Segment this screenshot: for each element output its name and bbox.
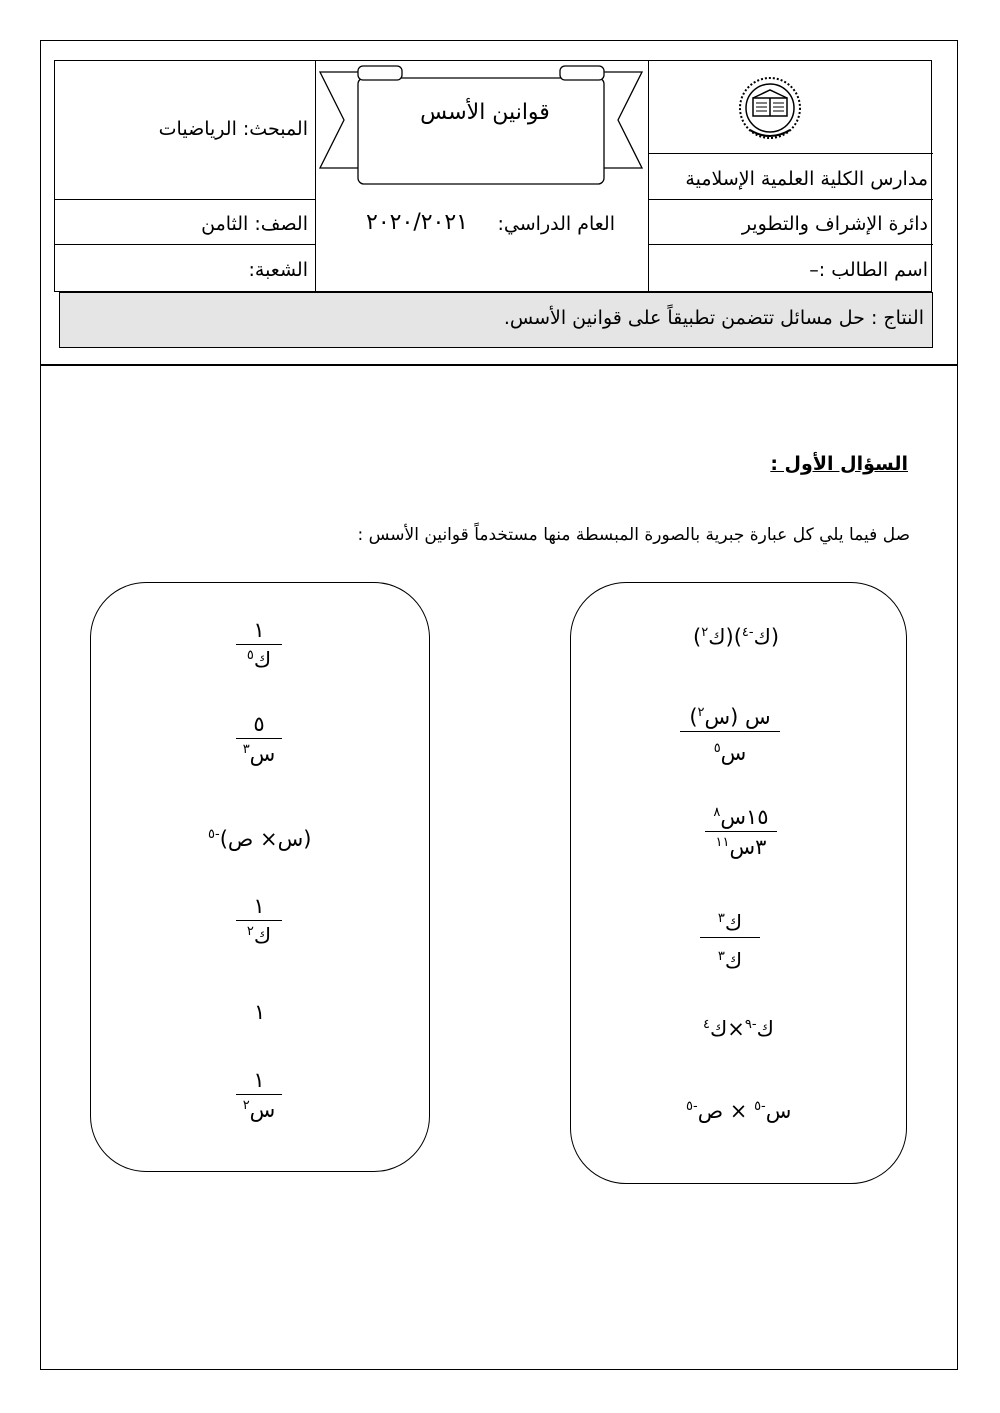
title-banner (318, 64, 644, 190)
expressions-box (570, 582, 907, 1184)
answer-1-over-k5[interactable]: ١ ك$^٥$ (236, 620, 282, 671)
student-name-label: اسم الطالب :– (809, 259, 928, 281)
learning-outcome-text: النتاج : حل مسائل تتضمن تطبيقاً على قوانين الأسس. (503, 307, 924, 329)
worksheet-title: قوانين الأسس (420, 100, 550, 125)
answer-one[interactable]: ١ (254, 1000, 266, 1024)
grade-label: الصف: الثامن (201, 213, 308, 235)
expr-k-neg9-times-k4[interactable]: ك$^{-٩}$×ك$^٤$ (703, 1017, 774, 1041)
section-label: الشعبة: (248, 259, 308, 281)
answer-1-over-k2[interactable]: ١ ك$^٢$ (236, 896, 282, 947)
year-label: العام الدراسي: (497, 213, 615, 235)
department-label: دائرة الإشراف والتطوير (741, 213, 928, 235)
answer-5-over-s3[interactable]: ٥ س$^٣$ (236, 714, 282, 765)
question-title: السؤال الأول : (770, 453, 908, 475)
section-divider (40, 364, 958, 366)
expr-s-neg5-times-y-neg5[interactable]: س$^{-٥}$ × ص$^{-٥}$ (686, 1099, 792, 1123)
expr-k3-over-k3[interactable]: ك$^٣$ ك$^٣$ (700, 912, 760, 972)
answer-s-times-y-neg5[interactable]: (س× ص)$^{-٥}$ (208, 827, 312, 851)
answer-1-over-s2[interactable]: ١ س$^٢$ (236, 1070, 282, 1121)
expr-15s8-over-3s11[interactable]: ١٥س$^٨$ ٣س$^{١١}$ (705, 806, 777, 858)
expr-k-power-product[interactable]: (ك$^{-٤}$)(ك$^٢$) (693, 625, 780, 649)
year-value: ٢٠٢٠/٢٠٢١ (366, 210, 468, 235)
expr-s-times-s2-over-s5[interactable]: س (س$^٢$) س$^٥$ (680, 706, 780, 764)
school-logo-icon (735, 70, 805, 150)
learning-outcome (59, 292, 933, 348)
school-name: مدارس الكلية العلمية الإسلامية (685, 168, 928, 190)
subject-label: المبحث: الرياضيات (158, 118, 308, 140)
question-instruction: صل فيما يلي كل عبارة جبرية بالصورة المبسطة منها مستخدماً قوانين الأسس : (357, 525, 910, 545)
